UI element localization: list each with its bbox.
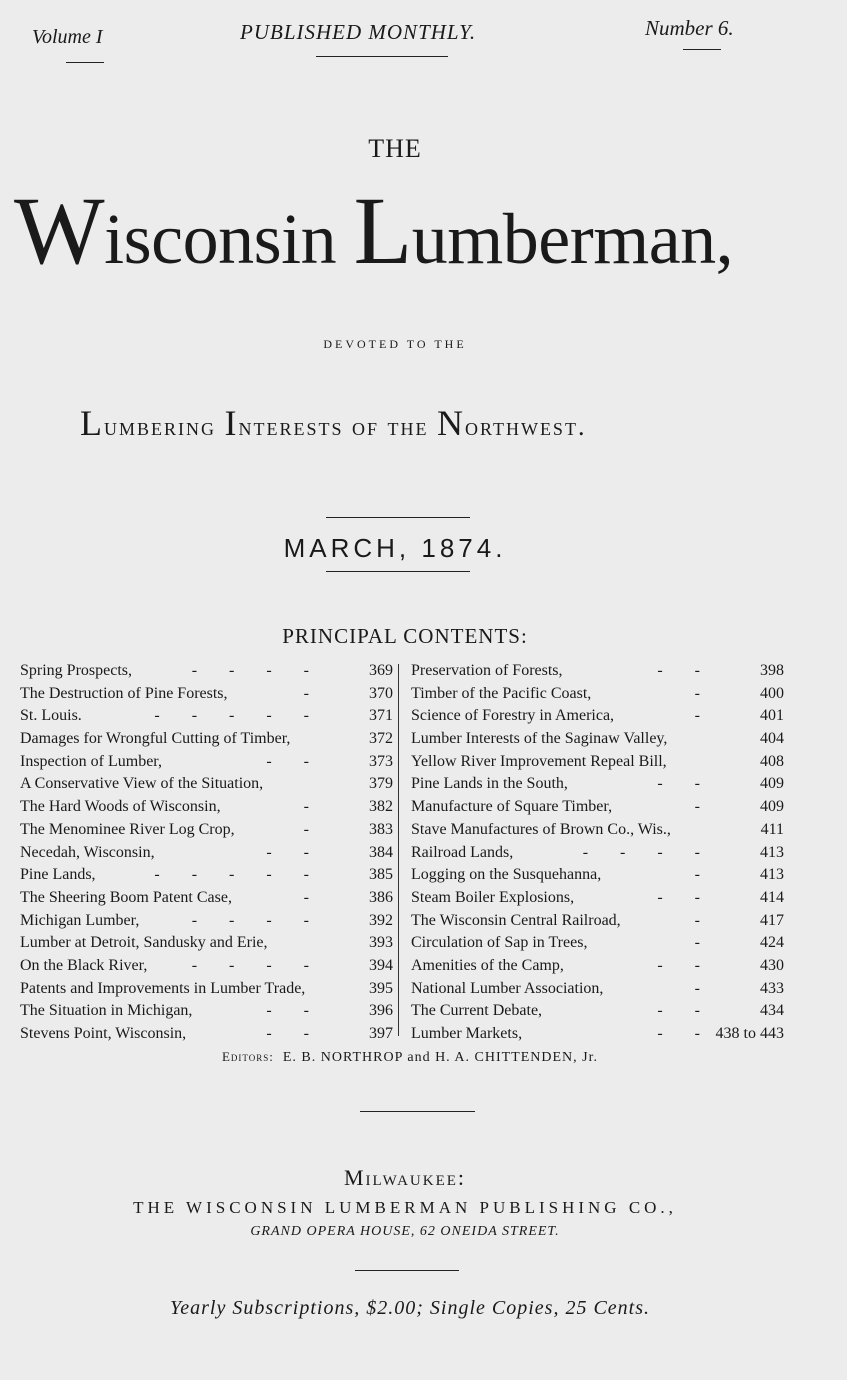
contents-entry (411, 910, 784, 933)
contents-entry-page: 384 (369, 843, 393, 861)
contents-entry (411, 683, 784, 706)
contents-entry (411, 1023, 784, 1046)
contents-entry (20, 660, 393, 683)
contents-entry-page: 393 (369, 934, 393, 952)
contents-entry-title: The Wisconsin Central Railroad, (411, 911, 621, 929)
contents-entry-page: 409 (760, 798, 784, 816)
divider-rule (355, 1270, 459, 1271)
title-initial: L (353, 177, 412, 284)
subtitle-part: nterests of the (238, 412, 438, 441)
contents-entry (411, 978, 784, 1001)
contents-entry-leader: - - (657, 775, 714, 793)
contents-entry-leader: - (694, 684, 714, 702)
contents-entry-title: Lumber Markets, (411, 1025, 523, 1042)
contents-entry-page: 400 (760, 684, 784, 702)
contents-entry-title: Stave Manufactures of Brown Co., Wis., (411, 820, 671, 838)
contents-entry-page: 414 (760, 888, 784, 906)
contents-entry-page: 382 (369, 798, 393, 816)
contents-entry-page: 409 (760, 775, 784, 793)
subtitle-initial: N (437, 403, 466, 443)
volume-label: Volume I (32, 26, 103, 48)
masthead-the: THE (368, 134, 422, 163)
contents-entry-leader: - - (266, 843, 323, 861)
contents-entry-title: Inspection of Lumber, (20, 752, 162, 770)
editors-line (0, 1049, 820, 1066)
issue-date: MARCH, 1874. (283, 533, 507, 563)
contents-entry (411, 819, 784, 842)
contents-entry (411, 705, 784, 728)
contents-entry (20, 796, 393, 819)
contents-entry-page: 396 (369, 1002, 393, 1020)
contents-entry (20, 887, 393, 910)
divider-rule (683, 49, 721, 50)
contents-entry-leader: - (694, 979, 714, 997)
contents-entry-title: Necedah, Wisconsin, (20, 843, 155, 861)
contents-entry-page: 438 to 443 (715, 1025, 784, 1042)
contents-entry (411, 932, 784, 955)
contents-entry-title: Lumber at Detroit, Sandusky and Erie, (20, 934, 268, 952)
publisher-name: THE WISCONSIN LUMBERMAN PUBLISHING CO., (133, 1198, 677, 1217)
contents-entry-leader: - - - - (191, 911, 323, 929)
subtitle-initial: I (224, 403, 239, 443)
divider-rule (326, 517, 470, 518)
contents-entry-leader: - - (657, 956, 714, 974)
contents-entry-title: Pine Lands, (20, 866, 96, 884)
editors-names: E. B. NORTHROP and H. A. CHITTENDEN, Jr. (282, 1050, 599, 1065)
published-monthly-label: PUBLISHED MONTHLY. (240, 20, 477, 44)
editors-label: Editors: (221, 1049, 274, 1064)
contents-entry-title: Preservation of Forests, (411, 662, 563, 679)
divider-rule (326, 571, 470, 572)
contents-entry-page: 413 (760, 866, 784, 884)
contents-entry (411, 1000, 784, 1023)
contents-entry-leader: - - - - (191, 956, 323, 974)
contents-entry-title: Steam Boiler Explosions, (411, 888, 575, 906)
contents-entry (411, 842, 784, 865)
masthead-subtitle (80, 402, 586, 444)
contents-entry (20, 683, 393, 706)
contents-entry-leader: - - (657, 662, 714, 679)
contents-entry (20, 819, 393, 842)
contents-entry-title: Spring Prospects, (20, 662, 132, 679)
contents-entry-title: The Current Debate, (411, 1002, 543, 1020)
publisher-address: GRAND OPERA HOUSE, 62 ONEIDA STREET. (250, 1224, 560, 1239)
contents-entry-leader: - - (657, 1002, 714, 1020)
contents-entry-title: The Menominee River Log Crop, (20, 820, 235, 838)
subscription-prices: Yearly Subscriptions, $2.00; Single Copies, 25 Cents. (169, 1297, 651, 1319)
contents-entry-title: The Destruction of Pine Forests, (20, 684, 228, 702)
contents-entry-title: A Conservative View of the Situation, (20, 775, 264, 793)
contents-entry-title: Stevens Point, Wisconsin, (20, 1025, 187, 1042)
contents-entry-page: 373 (369, 752, 393, 770)
contents-entry (20, 910, 393, 933)
contents-entry-page: 433 (760, 979, 784, 997)
contents-entry-page: 386 (369, 888, 393, 906)
contents-entry-title: Patents and Improvements in Lumber Trade, (20, 979, 306, 997)
contents-entry-title: Yellow River Improvement Repeal Bill, (411, 752, 667, 770)
contents-entry-page: 434 (760, 1002, 784, 1020)
contents-entry-page: 385 (369, 866, 393, 884)
contents-right-column (411, 660, 784, 1046)
city-label: Milwaukee: (343, 1165, 467, 1190)
contents-entry (20, 1000, 393, 1023)
contents-entry-page: 424 (760, 934, 784, 952)
divider-rule (66, 62, 104, 63)
divider-rule (316, 56, 448, 57)
contents-entry-page: 401 (760, 707, 784, 725)
contents-entry (411, 887, 784, 910)
contents-entry-leader: - (303, 798, 323, 816)
contents-entry-title: Amenities of the Camp, (411, 956, 564, 974)
contents-entry-title: On the Black River, (20, 956, 148, 974)
contents-entry-title: Railroad Lands, (411, 843, 514, 861)
contents-entry-page: 408 (760, 752, 784, 770)
contents-entry-title: National Lumber Association, (411, 979, 604, 997)
contents-entry-page: 397 (369, 1025, 393, 1042)
contents-entry-leader: - (694, 798, 714, 816)
contents-entry-page: 430 (760, 956, 784, 974)
contents-entry-leader: - - - - - (154, 707, 323, 725)
contents-entry (411, 660, 784, 683)
contents-entry-leader: - (694, 866, 714, 884)
contents-entry-page: 395 (369, 979, 393, 997)
contents-entry-page: 370 (369, 684, 393, 702)
contents-entry-leader: - - - - (582, 843, 714, 861)
title-initial: W (14, 177, 105, 284)
contents-entry (411, 751, 784, 774)
contents-entry-title: The Sheering Boom Patent Case, (20, 888, 232, 906)
contents-entry (20, 955, 393, 978)
contents-entry-page: 404 (760, 730, 784, 748)
title-part: umberman, (411, 199, 734, 279)
contents-entry (411, 728, 784, 751)
contents-heading: PRINCIPAL CONTENTS: (282, 624, 528, 648)
contents-entry (20, 751, 393, 774)
contents-entry (20, 705, 393, 728)
contents-entry-leader: - - (266, 1002, 323, 1020)
contents-entry-title: St. Louis. (20, 707, 82, 725)
contents-entry (20, 773, 393, 796)
contents-entry-page: 398 (760, 662, 784, 679)
contents-entry-page: 394 (369, 956, 393, 974)
contents-entry-leader: - - (657, 1025, 714, 1042)
contents-entry (20, 978, 393, 1001)
devoted-to-label: DEVOTED TO THE (323, 337, 467, 351)
divider-rule (360, 1111, 475, 1112)
contents-entry-leader: - - (266, 752, 323, 770)
contents-entry-title: Lumber Interests of the Saginaw Valley, (411, 730, 668, 748)
contents-entry-title: Timber of the Pacific Coast, (411, 684, 592, 702)
contents-left-column (20, 660, 393, 1046)
contents-entry-page: 372 (369, 730, 393, 748)
contents-entry-leader: - (303, 684, 323, 702)
subtitle-initial: L (80, 403, 104, 443)
contents-entry-title: Science of Forestry in America, (411, 707, 615, 725)
contents-entry (20, 932, 393, 955)
contents-entry (411, 773, 784, 796)
contents-entry (20, 842, 393, 865)
contents-entry (20, 864, 393, 887)
contents-entry-leader: - - - - - (154, 866, 323, 884)
contents-entry-page: 369 (369, 662, 393, 679)
contents-entry-title: Manufacture of Square Timber, (411, 798, 613, 816)
contents-entry (411, 955, 784, 978)
contents-entry (20, 728, 393, 751)
contents-entry-leader: - (694, 707, 714, 725)
number-label: Number 6. (645, 16, 734, 40)
contents-entry-title: Pine Lands in the South, (411, 775, 568, 793)
contents-entry-leader: - - (266, 1025, 323, 1042)
contents-entry-title: Michigan Lumber, (20, 911, 140, 929)
contents-entry-page: 417 (760, 911, 784, 929)
contents-entry-title: Circulation of Sap in Trees, (411, 934, 588, 952)
contents-entry-leader: - - (657, 888, 714, 906)
contents-entry-leader: - (694, 911, 714, 929)
contents-entry-leader: - (303, 888, 323, 906)
title-part: isconsin (104, 199, 354, 279)
contents-entry (20, 1023, 393, 1046)
contents-entry (411, 796, 784, 819)
contents-entry-page: 379 (369, 775, 393, 793)
contents-entry-page: 371 (369, 707, 393, 725)
contents-entry-title: The Situation in Michigan, (20, 1002, 193, 1020)
contents-entry-page: 411 (760, 820, 784, 838)
masthead-title (14, 177, 814, 284)
subtitle-part: orthwest. (465, 412, 587, 441)
contents-entry-title: Damages for Wrongful Cutting of Timber, (20, 730, 291, 748)
contents-entry-title: Logging on the Susquehanna, (411, 866, 602, 884)
contents-entry-leader: - (303, 820, 323, 838)
column-divider (398, 664, 399, 1036)
contents-entry-page: 392 (369, 911, 393, 929)
contents-entry-leader: - - - - (191, 662, 323, 679)
subtitle-part: umbering (104, 412, 225, 441)
contents-entry-page: 383 (369, 820, 393, 838)
contents-entry-title: The Hard Woods of Wisconsin, (20, 798, 221, 816)
contents-entry-page: 413 (760, 843, 784, 861)
contents-entry-leader: - (694, 934, 714, 952)
contents-entry (411, 864, 784, 887)
